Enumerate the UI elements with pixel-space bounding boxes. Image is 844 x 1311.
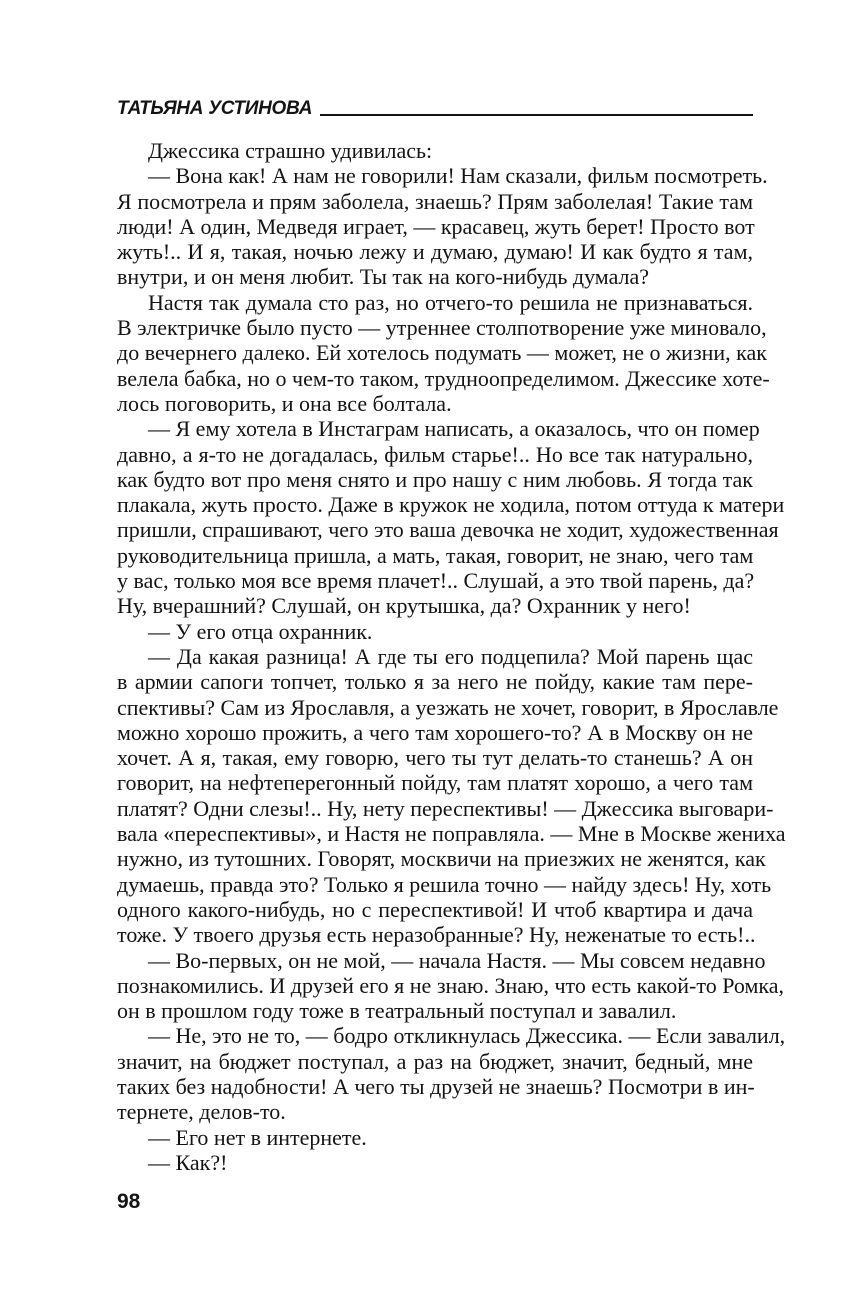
- text-line: — У его отца охранник.: [148, 618, 373, 644]
- author-name: ТАТЬЯНА УСТИНОВА: [117, 98, 313, 119]
- text-line: люди! А один, Медведя играет, — красавец, жуть берет! Просто вот: [117, 213, 755, 239]
- body-text: [117, 138, 786, 1175]
- text-line: — Да какая разница! А где ты его подцепила? Мой парень щас: [148, 643, 753, 669]
- paragraph: [117, 1023, 786, 1125]
- text-line: — Как?!: [148, 1149, 228, 1175]
- text-line: тернете, делов-то.: [117, 1099, 286, 1125]
- text-line: в армии сапоги топчет, только я за него не пойду, какие там пере-: [117, 669, 753, 695]
- paragraph: [117, 619, 753, 644]
- paragraph: [117, 416, 785, 619]
- text-line: давно, а я-то не догадалась, фильм старье!.. Но все так натурально,: [117, 441, 753, 467]
- text-line: спективы? Сам из Ярославля, а уезжать не хочет, говорит, в Ярославле: [117, 694, 779, 720]
- text-line: — Вона как! А нам не говорили! Нам сказали, фильм посмотреть.: [148, 163, 768, 189]
- text-line: как будто вот про меня снято и про нашу с ним любовь. Я тогда так: [117, 466, 753, 492]
- text-line: таких без надобности! А чего ты друзей не знаешь? Посмотри в ин-: [117, 1073, 755, 1099]
- text-line: вала «переспективы», и Настя не поправляла. — Мне в Москве жениха: [117, 821, 786, 847]
- text-line: тоже. У твоего друзья есть неразобранные? Ну, неженатые то есть!..: [117, 922, 756, 948]
- paragraph: [117, 947, 785, 1024]
- text-line: платят? Одни слезы!.. Ну, нету переспективы! — Джессика выговари-: [117, 795, 774, 821]
- text-line: хочет. А я, такая, ему говорю, чего ты тут делать-то станешь? А он: [117, 745, 753, 771]
- text-line: значит, на бюджет поступал, а раз на бюджет, значит, бедный, мне: [117, 1048, 753, 1074]
- text-line: — Не, это не то, — бодро откликнулась Джессика. — Если завалил,: [148, 1023, 786, 1049]
- text-line: руководительница пришла, а мать, такая, говорит, не знаю, чего там: [117, 542, 754, 568]
- text-line: лось поговорить, и она все болтала.: [117, 390, 452, 416]
- text-line: до вечернего далеко. Ей хотелось подумать — может, не о жизни, как: [117, 340, 767, 366]
- text-line: жуть!.. И я, такая, ночью лежу и думаю, думаю! И как будто я там,: [117, 239, 753, 265]
- text-line: познакомились. И друзей его я не знаю. Знаю, что есть какой-то Ромка,: [117, 972, 785, 998]
- running-header: [117, 98, 753, 120]
- page-number: 98: [117, 1190, 141, 1213]
- text-line: можно хорошо прожить, а чего там хорошего-то? А в Москву он не: [117, 719, 753, 745]
- text-line: Джессика страшно удивилась:: [148, 138, 433, 163]
- text-line: нужно, из тутошних. Говорят, москвичи на приезжих не женятся, как: [117, 846, 766, 872]
- text-line: пришли, спрашивают, чего это ваша девочка не ходит, художественная: [117, 517, 779, 543]
- paragraph: [117, 1125, 753, 1150]
- text-line: В электричке было пусто — утреннее столпотворение уже миновало,: [117, 315, 767, 341]
- paragraph: [117, 163, 768, 290]
- paragraph: [117, 1150, 753, 1175]
- paragraph: [117, 138, 753, 163]
- text-line: внутри, и он меня любит. Ты так на кого-нибудь думала?: [117, 264, 650, 290]
- header-rule: [320, 114, 753, 116]
- text-line: говорит, на нефтеперегонный пойду, там платят хорошо, а чего там: [117, 770, 753, 796]
- paragraph: [117, 289, 770, 416]
- text-line: Я посмотрела и прям заболела, знаешь? Прям заболелая! Такие там: [117, 188, 753, 214]
- text-line: одного какого-нибудь, но с переспективой! И чтоб квартира и дача: [117, 896, 753, 922]
- text-line: плакала, жуть просто. Даже в кружок не ходила, потом оттуда к матери: [117, 492, 785, 518]
- text-line: у вас, только моя все время плачет!.. Слушай, а это твой парень, да?: [117, 568, 755, 594]
- text-line: думаешь, правда это? Только я решила точно — найду здесь! Ну, хоть: [117, 871, 772, 897]
- text-line: Ну, вчерашний? Слушай, он крутышка, да? Охранник у него!: [117, 593, 691, 619]
- text-line: он в прошлом году тоже в театральный поступал и завалил.: [117, 998, 677, 1024]
- paragraph: [117, 643, 786, 948]
- text-line: — Я ему хотела в Инстаграм написать, а оказалось, что он помер: [148, 416, 760, 442]
- text-line: — Во-первых, он не мой, — начала Настя. — Мы совсем недавно: [148, 947, 766, 973]
- text-line: — Его нет в интернете.: [148, 1124, 367, 1150]
- text-line: велела бабка, но о чем-то таком, трудноопределимом. Джессике хоте-: [117, 365, 770, 391]
- text-line: Настя так думала сто раз, но отчего-то решила не признаваться.: [148, 289, 753, 315]
